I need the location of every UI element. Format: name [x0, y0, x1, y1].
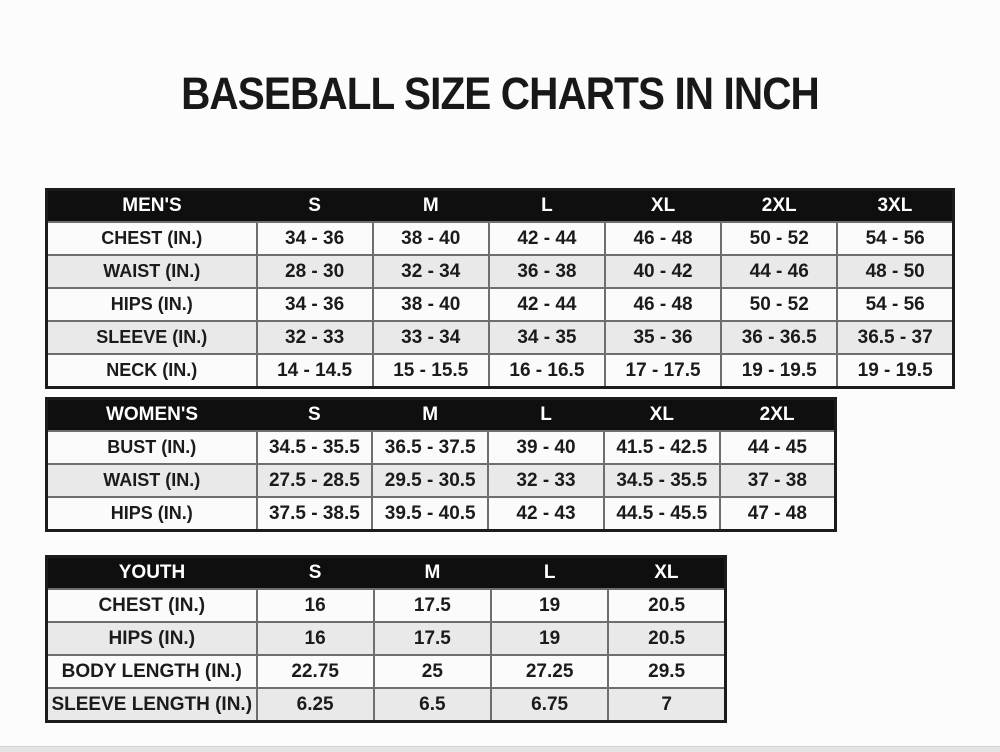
column-header-l: L [489, 190, 605, 223]
size-value-cell: 39 - 40 [488, 431, 604, 464]
size-value-cell: 19 - 19.5 [721, 354, 837, 388]
row-label: CHEST (IN.) [47, 589, 257, 622]
row-label: BUST (IN.) [47, 431, 257, 464]
size-value-cell: 54 - 56 [837, 288, 953, 321]
youth-header-row [47, 557, 726, 590]
size-value-cell: 39.5 - 40.5 [372, 497, 488, 531]
size-value-cell: 37.5 - 38.5 [257, 497, 373, 531]
size-value-cell: 16 [257, 622, 374, 655]
size-value-cell: 42 - 44 [489, 222, 605, 255]
size-value-cell: 38 - 40 [373, 222, 489, 255]
table-row [47, 321, 954, 354]
column-header-l: L [491, 557, 608, 590]
size-value-cell: 44 - 46 [721, 255, 837, 288]
size-value-cell: 36 - 38 [489, 255, 605, 288]
size-value-cell: 6.75 [491, 688, 608, 722]
womens-table-title: WOMEN'S [47, 399, 257, 432]
size-value-cell: 6.5 [374, 688, 491, 722]
size-value-cell: 46 - 48 [605, 222, 721, 255]
size-value-cell: 16 - 16.5 [489, 354, 605, 388]
size-value-cell: 34 - 36 [257, 288, 373, 321]
row-label: BODY LENGTH (IN.) [47, 655, 257, 688]
size-value-cell: 20.5 [608, 589, 725, 622]
size-value-cell: 34.5 - 35.5 [604, 464, 720, 497]
size-value-cell: 19 [491, 622, 608, 655]
youth-size-table [45, 555, 727, 723]
size-value-cell: 6.25 [257, 688, 374, 722]
column-header-xl: XL [605, 190, 721, 223]
column-header-l: L [488, 399, 604, 432]
size-value-cell: 32 - 33 [257, 321, 373, 354]
table-row [47, 222, 954, 255]
column-header-s: S [257, 557, 374, 590]
size-value-cell: 36.5 - 37 [837, 321, 953, 354]
column-header-xl: XL [604, 399, 720, 432]
size-value-cell: 38 - 40 [373, 288, 489, 321]
size-value-cell: 27.25 [491, 655, 608, 688]
table-row [47, 431, 836, 464]
size-value-cell: 34 - 36 [257, 222, 373, 255]
image-bottom-edge [0, 746, 1000, 752]
size-value-cell: 37 - 38 [720, 464, 836, 497]
table-row [47, 354, 954, 388]
column-header-m: M [372, 399, 488, 432]
size-value-cell: 28 - 30 [257, 255, 373, 288]
table-row [47, 497, 836, 531]
column-header-s: S [257, 190, 373, 223]
table-row [47, 622, 726, 655]
size-value-cell: 17.5 [374, 589, 491, 622]
size-value-cell: 17.5 [374, 622, 491, 655]
size-value-cell: 47 - 48 [720, 497, 836, 531]
size-value-cell: 54 - 56 [837, 222, 953, 255]
column-header-3xl: 3XL [837, 190, 953, 223]
column-header-s: S [257, 399, 373, 432]
row-label: HIPS (IN.) [47, 497, 257, 531]
size-value-cell: 19 - 19.5 [837, 354, 953, 388]
size-value-cell: 7 [608, 688, 725, 722]
size-value-cell: 42 - 43 [488, 497, 604, 531]
column-header-2xl: 2XL [721, 190, 837, 223]
row-label: CHEST (IN.) [47, 222, 257, 255]
size-value-cell: 50 - 52 [721, 288, 837, 321]
column-header-m: M [373, 190, 489, 223]
row-label: HIPS (IN.) [47, 622, 257, 655]
size-value-cell: 27.5 - 28.5 [257, 464, 373, 497]
size-value-cell: 32 - 34 [373, 255, 489, 288]
youth-table-title: YOUTH [47, 557, 257, 590]
size-value-cell: 42 - 44 [489, 288, 605, 321]
size-value-cell: 29.5 - 30.5 [372, 464, 488, 497]
size-value-cell: 41.5 - 42.5 [604, 431, 720, 464]
size-value-cell: 36 - 36.5 [721, 321, 837, 354]
size-value-cell: 36.5 - 37.5 [372, 431, 488, 464]
size-value-cell: 19 [491, 589, 608, 622]
row-label: WAIST (IN.) [47, 255, 257, 288]
size-value-cell: 32 - 33 [488, 464, 604, 497]
size-value-cell: 34.5 - 35.5 [257, 431, 373, 464]
table-row [47, 255, 954, 288]
column-header-2xl: 2XL [720, 399, 836, 432]
womens-header-row [47, 399, 836, 432]
table-row [47, 688, 726, 722]
size-value-cell: 17 - 17.5 [605, 354, 721, 388]
table-row [47, 464, 836, 497]
row-label: HIPS (IN.) [47, 288, 257, 321]
size-value-cell: 48 - 50 [837, 255, 953, 288]
size-value-cell: 40 - 42 [605, 255, 721, 288]
row-label: SLEEVE (IN.) [47, 321, 257, 354]
row-label: SLEEVE LENGTH (IN.) [47, 688, 257, 722]
mens-header-row [47, 190, 954, 223]
table-row [47, 655, 726, 688]
size-value-cell: 29.5 [608, 655, 725, 688]
size-value-cell: 50 - 52 [721, 222, 837, 255]
table-row [47, 288, 954, 321]
column-header-m: M [374, 557, 491, 590]
size-value-cell: 15 - 15.5 [373, 354, 489, 388]
size-value-cell: 25 [374, 655, 491, 688]
mens-size-table [45, 188, 955, 389]
page-title: BASEBALL SIZE CHARTS IN INCH [181, 68, 819, 119]
mens-table-title: MEN'S [47, 190, 257, 223]
row-label: NECK (IN.) [47, 354, 257, 388]
size-value-cell: 20.5 [608, 622, 725, 655]
row-label: WAIST (IN.) [47, 464, 257, 497]
size-value-cell: 44.5 - 45.5 [604, 497, 720, 531]
size-value-cell: 16 [257, 589, 374, 622]
size-value-cell: 44 - 45 [720, 431, 836, 464]
size-value-cell: 33 - 34 [373, 321, 489, 354]
table-row [47, 589, 726, 622]
size-value-cell: 34 - 35 [489, 321, 605, 354]
size-value-cell: 22.75 [257, 655, 374, 688]
womens-size-table [45, 397, 837, 532]
size-value-cell: 35 - 36 [605, 321, 721, 354]
size-value-cell: 46 - 48 [605, 288, 721, 321]
size-value-cell: 14 - 14.5 [257, 354, 373, 388]
column-header-xl: XL [608, 557, 725, 590]
